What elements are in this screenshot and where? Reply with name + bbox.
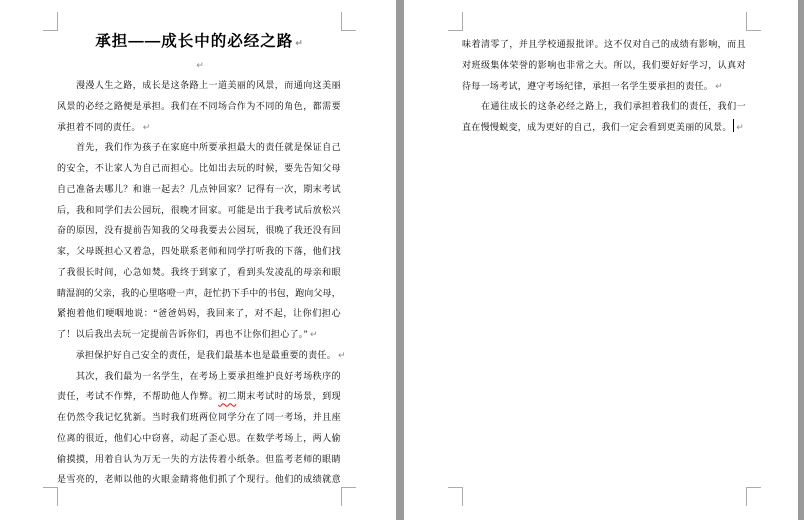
text-line[interactable]: 的 安 全 ， 不 让 家 人 为 自 己 而 担 心 。 比 如 出 去 玩 的 时 候 ， 要 先 告 知 父 母 (57, 163, 341, 173)
document-title[interactable] (57, 29, 341, 51)
document-page-1[interactable] (0, 0, 396, 520)
text-line[interactable]: 了！以后我出去玩一定提前告诉你们，再也不让你们担心了。” ↵ (57, 329, 318, 340)
text-line[interactable]: 偷 摸 摸 ， 用 着 自 认 为 万 无 一 失 的 方 法 传 着 小 纸 条 。 但 监 考 老 师 的 眼 睛 (57, 453, 341, 464)
text-line[interactable]: 紧 抱 着 他 们 哽 咽 地 说 ： “ 爸 爸 妈 妈 ， 我 回 来 了 ， 对 不 起 ， 让 你 们 担 心 (57, 308, 341, 319)
text-line[interactable]: 其 次 ， 我 们 最 为 一 名 学 生 ， 在 考 场 上 要 承 担 维 护 良 好 考 场 秩 序 的 (75, 370, 341, 381)
text-line[interactable]: 位 离 的 很 近 ， 他 们 心 中 窃 喜 ， 动 起 了 歪 心 思 。 在 数 学 考 场 上 ， 两 人 偷 (57, 432, 341, 443)
text-line[interactable]: 在 通 往 成 长 的 这 条 必 经 之 路 上 ， 我 们 承 担 着 我 们 的 责 任 ， 我 们 一 (480, 101, 746, 112)
text-line[interactable]: 是 雪 亮 的 ， 老 师 以 他 的 火 眼 金 睛 将 他 们 抓 了 个 现 行 。 他 们 的 成 绩 就 意 (57, 474, 341, 485)
paragraph-mark: ↵ (736, 123, 744, 133)
text-line[interactable]: 责 任 ， 考 试 不 作 弊 ， 不 帮 助 他 人 作 弊 。 初二 期 末 考 试 时 的 场 景 ， 到 现 (57, 386, 341, 407)
text-line[interactable]: 睛 湿 润 的 父 亲 ， 我 的 心 里 咯 噔 一 声 ， 赶 忙 扔 下 手 中 的 书 包 ， 跑 向 父 母 ， (57, 287, 341, 298)
text-line[interactable]: 待每一场考试，遵守考场纪律，承担一名学生要承担的责任。 ↵ (462, 80, 723, 92)
text-line[interactable]: 味 着 清 零 了 ， 并 且 学 校 通 报 批 评 。 这 不 仅 对 自 己 的 成 绩 有 影 响 ， 而 且 (462, 39, 746, 49)
text-line[interactable]: 漫 漫 人 生 之 路 ， 成 长 是 这 条 路 上 一 道 美 丽 的 风 景 ， 而 通 向 这 美 丽 (75, 80, 341, 90)
spellcheck-wavy-underline: 初二 (218, 391, 237, 402)
document-title-text: 承担——成长中的必经之路 (95, 33, 294, 50)
margin-crop-mark (746, 487, 761, 506)
paragraph-mark: ↵ (338, 350, 346, 361)
paragraph-mark: ↵ (309, 330, 318, 340)
text-line[interactable]: 后 ， 我 和 同 学 们 去 公 园 玩 ， 很 晚 才 回 家 。 可 能 是 出 于 我 考 试 后 放 松 兴 (57, 204, 341, 215)
document-page-2[interactable] (404, 0, 798, 520)
text-line[interactable]: 承担着不同的责任。 ↵ (57, 121, 151, 133)
margin-crop-mark (341, 487, 356, 506)
paragraph-mark: ↵ (715, 81, 723, 92)
paragraph-mark: ↵ (196, 61, 204, 71)
margin-crop-mark (43, 12, 58, 31)
paragraph-mark: ↵ (295, 39, 303, 49)
text-cursor (733, 119, 735, 132)
margin-crop-mark (341, 12, 356, 31)
text-line[interactable]: 在 仍 然 令 我 记 忆 犹 新 。 当 时 我 们 班 两 位 同 学 分 在 了 同 一 考 场 ， 并 且 座 (57, 412, 341, 422)
margin-crop-mark (448, 12, 463, 31)
margin-crop-mark (43, 487, 58, 506)
text-line[interactable]: 家 ， 父 母 既 担 心 又 着 急 ， 四 处 联 系 老 师 和 同 学 打 听 我 的 下 落 ， 他 们 找 (57, 246, 341, 256)
text-line[interactable]: 直在慢慢蜕变，成为更好的自己，我们一定会看到更美丽的风景。 ↵ (462, 117, 746, 138)
text-line[interactable]: 了 我 很 长 时 间 ， 心 急 如 焚 。 我 终 于 到 家 了 ， 看 到 头 发 凌 乱 的 母 亲 和 眼 (57, 266, 341, 277)
page-2-text-block[interactable] (462, 34, 746, 138)
empty-paragraph-line[interactable] (57, 54, 341, 74)
text-line[interactable]: 自 己 准 备 去 哪 儿 ？ 和 谁 一 起 去 ？ 几 点 钟 回 家 ？ 记 得 有 一 次 ， 期 末 考 试 (57, 183, 341, 194)
text-line[interactable]: 风 景 的 必 经 之 路 便 是 承 担 。 我 们 在 不 同 场 合 作 为 不 同 的 角 色 ， 都 需 要 (57, 100, 341, 111)
text-line[interactable]: 承担保护好自己安全的责任，是我们最基本也是最重要的责任。 ↵ (57, 349, 346, 361)
margin-crop-mark (448, 487, 463, 506)
page-1-text-block[interactable] (57, 75, 346, 490)
text-line[interactable]: 奋 的 原 因 ， 没 有 提 前 告 知 我 的 父 母 我 要 去 公 园 玩 ， 很 晚 了 我 还 没 有 回 (57, 225, 341, 236)
text-line[interactable]: 对 班 级 集 体 荣 誉 的 影 响 也 非 常 之 大 。 所 以 ， 我 们 要 好 好 学 习 ， 认 真 对 (462, 59, 746, 70)
paragraph-mark: ↵ (142, 122, 151, 133)
text-line[interactable]: 首 先 ， 我 们 作 为 孩 子 在 家 庭 中 所 要 承 担 最 大 的 责 任 就 是 保 证 自 己 (75, 142, 341, 153)
margin-crop-mark (746, 12, 761, 31)
